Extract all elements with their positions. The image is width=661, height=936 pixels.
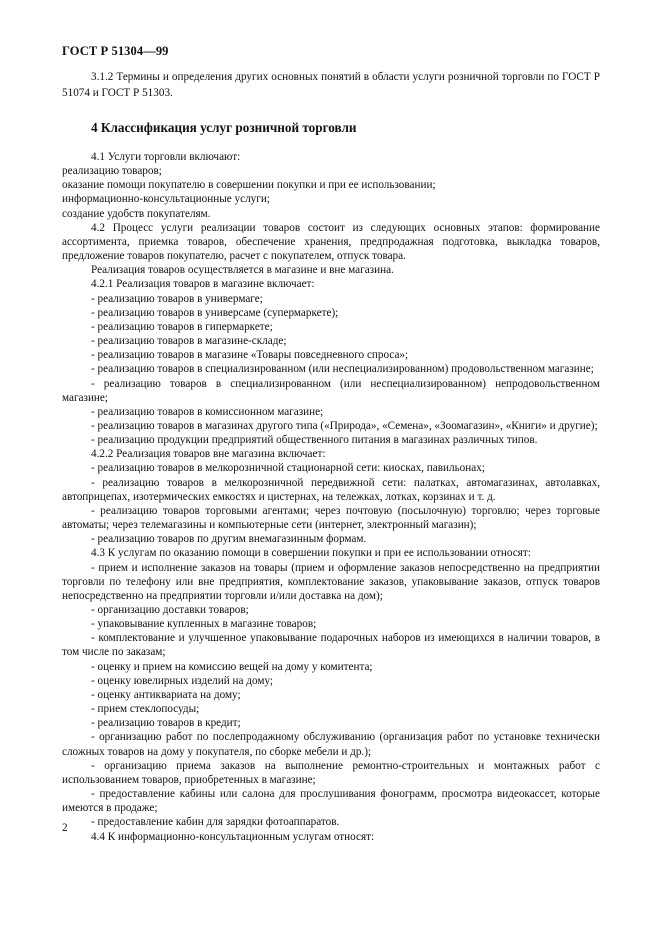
body-paragraph: - прием и исполнение заказов на товары (прием и оформление заказов непосредственно на предприятии торговли по телефону или вне предприятия, комплектование заказов, упаковывание заказов, отпуск товаров непосредственно на предприятии торговли и/или доставка на дом); xyxy=(62,561,600,602)
intro-text: 3.1.2 Термины и определения других основных понятий в области услуги розничной торговли по ГОСТ Р 51074 и ГОСТ Р 51303. xyxy=(62,71,600,99)
body-paragraph: - прием стеклопосуды; xyxy=(91,703,200,716)
body-paragraph: 4.4 К информационно-консультационным услугам относят: xyxy=(91,830,375,843)
body-paragraph: - реализацию товаров по другим внемагазинным формам. xyxy=(91,533,367,546)
body-paragraph: - организацию работ по послепродажному обслуживанию (организация работ по установке технически сложных товаров на дому у покупателя, по сборке мебели и др.); xyxy=(62,731,600,758)
body-paragraph: - упаковывание купленных в магазине товаров; xyxy=(91,618,317,631)
body-paragraph: - реализацию товаров в универмаге; xyxy=(91,292,263,305)
body-paragraph: 4.2 Процесс услуги реализации товаров состоит из следующих основных этапов: формирование ассортимента, приемка товаров, обеспечение хранения, предпродажная подготовка, выкладка товаров, предложение товаров покупателю, расчет с покупателем, отпуск товара. xyxy=(62,221,600,263)
body-paragraph: - реализацию товаров в универсаме (супермаркете); xyxy=(91,306,339,319)
body-paragraph: реализацию товаров; xyxy=(62,165,162,178)
body-paragraph: оказание помощи покупателю в совершении покупки и при ее использовании; xyxy=(62,179,436,192)
body-paragraph: - реализацию товаров в гипермаркете; xyxy=(91,320,273,333)
body-paragraph: - реализацию товаров в магазинах другого типа («Природа», «Семена», «Зоомагазин», «Книги» и другие); xyxy=(91,419,598,432)
body-paragraph: 4.2.2 Реализация товаров вне магазина включает: xyxy=(91,448,326,461)
body-paragraph: - реализацию товаров в мелкорозничной стационарной сети: киосках, павильонах; xyxy=(91,462,485,475)
body-paragraph: создание удобств покупателям. xyxy=(62,207,211,220)
body-paragraph: - реализацию товаров в магазине «Товары повседневного спроса»; xyxy=(91,349,409,362)
body-paragraph: - реализацию товаров торговыми агентами; через почтовую (посылочную) торговлю; через торговые автоматы; через телемагазины и компьютерные сети (интернет, электронный магазин); xyxy=(62,504,600,532)
body-paragraph: - реализацию продукции предприятий общественного питания в магазинах различных типов. xyxy=(91,434,538,447)
document-body xyxy=(62,150,600,844)
body-paragraph: 4.2.1 Реализация товаров в магазине включает: xyxy=(91,278,315,291)
body-paragraph: - реализацию товаров в кредит; xyxy=(91,717,241,730)
body-paragraph: - предоставление кабин для зарядки фотоаппаратов. xyxy=(91,816,340,829)
body-paragraph: информационно-консультационные услуги; xyxy=(62,193,270,206)
body-paragraph: - оценку и прием на комиссию вещей на дому у комитента; xyxy=(91,660,373,673)
document-header: ГОСТ Р 51304—99 xyxy=(62,44,169,58)
body-paragraph: - оценку антиквариата на дому; xyxy=(91,688,241,701)
body-paragraph: 4.3 К услугам по оказанию помощи в совершении покупки и при ее использовании относят: xyxy=(91,547,531,560)
body-paragraph: - реализацию товаров в специализированном (или неспециализированном) непродовольственном магазине; xyxy=(62,377,600,404)
body-paragraph: 4.1 Услуги торговли включают: xyxy=(91,151,241,163)
page-number: 2 xyxy=(62,822,68,834)
intro-paragraph xyxy=(62,70,600,101)
body-paragraph: - оценку ювелирных изделий на дому; xyxy=(91,674,273,687)
body-paragraph: - реализацию товаров в комиссионном магазине; xyxy=(91,405,324,418)
body-paragraph: - предоставление кабины или салона для прослушивания фонограмм, просмотра видеокассет, которые имеются в продаже; xyxy=(62,788,600,815)
body-paragraph: - организацию приема заказов на выполнение ремонтно-строительных и монтажных работ с использованием товаров, приобретенных в магазине; xyxy=(62,759,600,786)
body-paragraph: - организацию доставки товаров; xyxy=(91,604,249,616)
body-paragraph: Реализация товаров осуществляется в магазине и вне магазина. xyxy=(91,264,394,277)
body-paragraph: - реализацию товаров в мелкорозничной передвижной сети: палатках, автомагазинах, автолавках, автоприцепах, изотермических емкостях и цистернах, на тележках, лотках, корзинах и т. д. xyxy=(62,476,600,503)
body-paragraph: - реализацию товаров в специализированном (или неспециализированном) продовольственном магазине; xyxy=(91,363,594,376)
body-paragraph: - комплектование и улучшенное упаковывание подарочных наборов из имеющихся в наличии товаров, в том числе по заказам; xyxy=(62,632,600,659)
body-paragraph: - реализацию товаров в магазине-складе; xyxy=(91,335,287,348)
section-title: 4 Классификация услуг розничной торговли xyxy=(91,120,357,135)
